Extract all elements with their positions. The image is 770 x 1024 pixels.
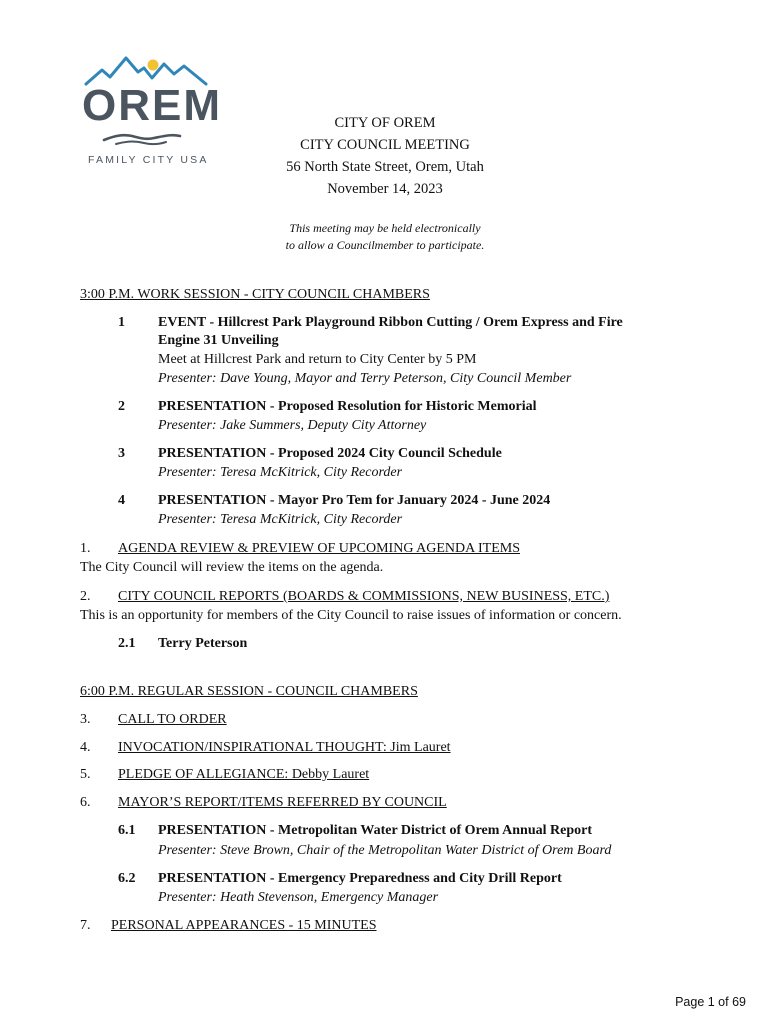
agenda-item-6-1-presenter: Presenter: Steve Brown, Chair of the Metropolitan Water District of Orem Board — [158, 843, 612, 858]
notice-line-1: This meeting may be held electronically — [289, 221, 481, 235]
header-address: 56 North State Street, Orem, Utah — [286, 159, 484, 175]
logo-tagline: FAMILY CITY USA — [88, 154, 209, 166]
agenda-item-6-1-title: PRESENTATION - Metropolitan Water District of Orem Annual Report — [158, 823, 592, 838]
ws-item-2-presenter: Presenter: Jake Summers, Deputy City Attorney — [158, 418, 427, 433]
agenda-item-4-title: INVOCATION/INSPIRATIONAL THOUGHT: Jim Lauret — [118, 740, 451, 755]
agenda-item-6-title: MAYOR’S REPORT/ITEMS REFERRED BY COUNCIL — [118, 795, 447, 810]
ws-item-1-title-cont: Engine 31 Unveiling — [158, 333, 279, 348]
ws-item-4-presenter: Presenter: Teresa McKitrick, City Recorder — [158, 512, 403, 527]
page-number: Page 1 of 69 — [675, 995, 746, 1009]
ws-item-4-number: 4 — [118, 493, 125, 508]
agenda-item-1-desc: The City Council will review the items on the agenda. — [80, 560, 384, 575]
agenda-item-7-title: PERSONAL APPEARANCES - 15 MINUTES — [111, 918, 377, 933]
agenda-item-2-number: 2. — [80, 589, 91, 604]
agenda-item-2-1-number: 2.1 — [118, 636, 136, 651]
ws-item-4-title: PRESENTATION - Mayor Pro Tem for January 2024 - June 2024 — [158, 493, 551, 508]
agenda-item-7-number: 7. — [80, 918, 91, 933]
ws-item-1-number: 1 — [118, 315, 125, 330]
agenda-item-3-title: CALL TO ORDER — [118, 712, 227, 727]
work-session-heading: 3:00 P.M. WORK SESSION - CITY COUNCIL CHAMBERS — [80, 287, 430, 302]
meeting-header — [230, 112, 540, 200]
header-city: CITY OF OREM — [334, 115, 436, 131]
agenda-item-4-number: 4. — [80, 740, 91, 755]
electronic-meeting-notice — [230, 220, 540, 254]
ws-item-2-number: 2 — [118, 399, 125, 414]
water-wave-icon — [104, 135, 180, 140]
agenda-item-6-2-presenter: Presenter: Heath Stevenson, Emergency Manager — [158, 890, 439, 905]
ws-item-1-note: Meet at Hillcrest Park and return to City Center by 5 PM — [158, 352, 477, 367]
agenda-item-5-number: 5. — [80, 767, 91, 782]
ws-item-2-title: PRESENTATION - Proposed Resolution for Historic Memorial — [158, 399, 537, 414]
agenda-item-5-title: PLEDGE OF ALLEGIANCE: Debby Lauret — [118, 767, 370, 782]
agenda-item-6-number: 6. — [80, 795, 91, 810]
notice-line-2: to allow a Councilmember to participate. — [285, 238, 485, 252]
sun-icon — [148, 60, 159, 71]
agenda-item-1-title: AGENDA REVIEW & PREVIEW OF UPCOMING AGENDA ITEMS — [118, 541, 520, 556]
regular-session-heading: 6:00 P.M. REGULAR SESSION - COUNCIL CHAMBERS — [80, 684, 418, 699]
ws-item-3-title: PRESENTATION - Proposed 2024 City Council Schedule — [158, 446, 502, 461]
agenda-item-2-desc: This is an opportunity for members of the City Council to raise issues of information or concern. — [80, 608, 622, 623]
agenda-item-6-1-number: 6.1 — [118, 823, 136, 838]
agenda-item-2-title: CITY COUNCIL REPORTS (BOARDS & COMMISSIONS, NEW BUSINESS, ETC.) — [118, 589, 610, 604]
agenda-item-2-1-title: Terry Peterson — [158, 636, 248, 651]
ws-item-3-presenter: Presenter: Teresa McKitrick, City Recorder — [158, 465, 403, 480]
agenda-item-6-2-number: 6.2 — [118, 871, 136, 886]
logo-wordmark: OREM — [82, 81, 222, 130]
agenda-item-1-number: 1. — [80, 541, 91, 556]
ws-item-1-title: EVENT - Hillcrest Park Playground Ribbon Cutting / Orem Express and Fire — [158, 315, 623, 330]
header-date: November 14, 2023 — [327, 181, 443, 197]
agenda-item-6-2-title: PRESENTATION - Emergency Preparedness and City Drill Report — [158, 871, 562, 886]
agenda-item-3-number: 3. — [80, 712, 91, 727]
header-meeting: CITY COUNCIL MEETING — [300, 137, 470, 153]
ws-item-3-number: 3 — [118, 446, 125, 461]
ws-item-1-presenter: Presenter: Dave Young, Mayor and Terry Peterson, City Council Member — [158, 371, 572, 386]
